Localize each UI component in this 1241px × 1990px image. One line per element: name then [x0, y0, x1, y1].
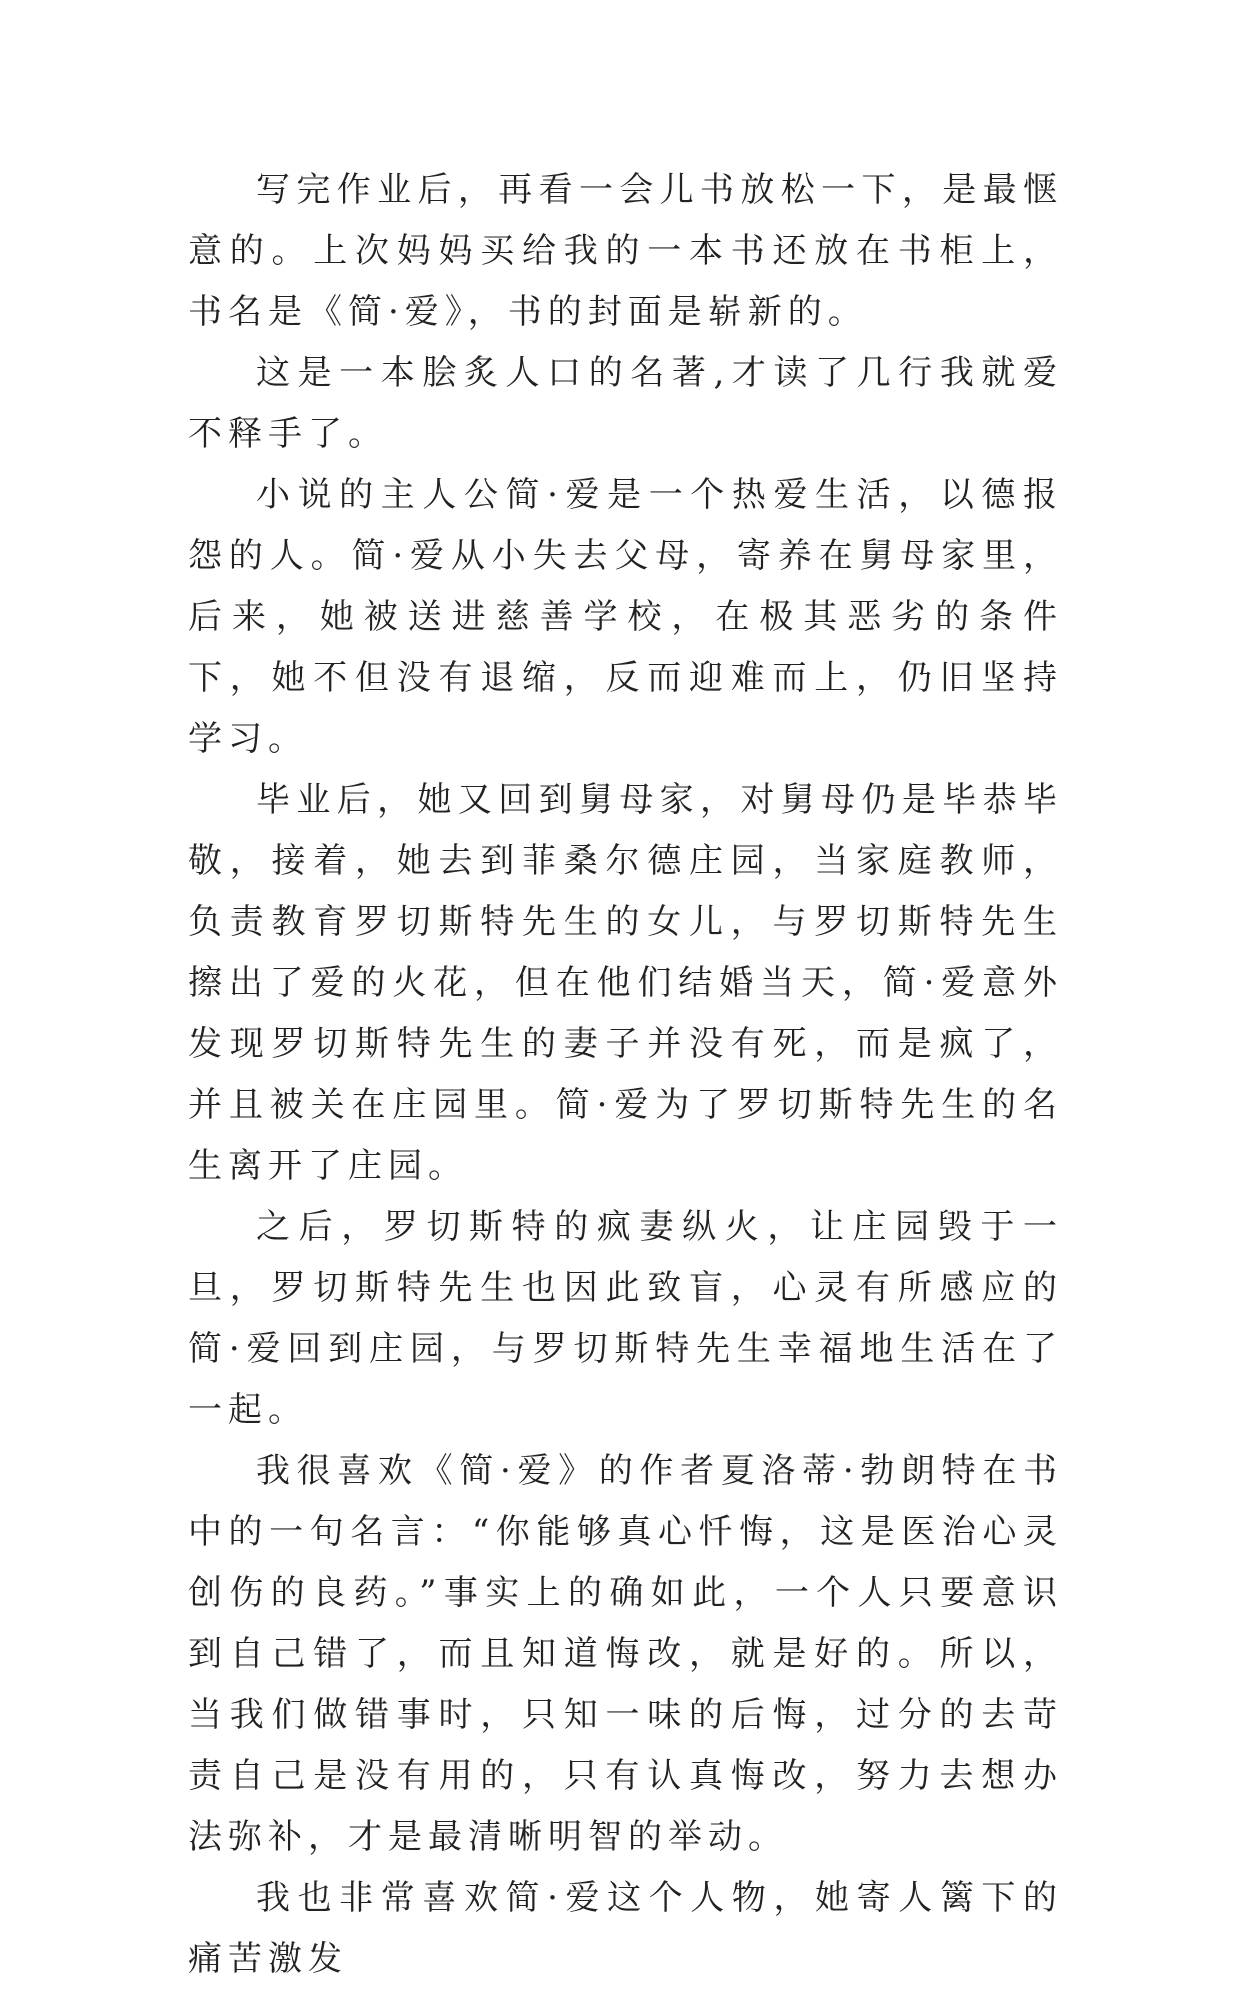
paragraph-2: 这是一本脍炙人口的名著,才读了几行我就爱不释手了。	[188, 353, 1063, 454]
paragraph-3: 小说的主人公简·爱是一个热爱生活，以德报怨的人。简·爱从小失去父母，寄养在舅母家里，后来，她被送进慈善学校，在极其恶劣的条件下，她不但没有退缩，反而迎难而上，仍旧坚持学习。	[188, 475, 1063, 759]
paragraph-4: 毕业后，她又回到舅母家，对舅母仍是毕恭毕敬，接着，她去到菲桑尔德庄园，当家庭教师，负责教育罗切斯特先生的女儿，与罗切斯特先生擦出了爱的火花，但在他们结婚当天，简·爱意外发现罗切斯特先生的妻子并没有死，而是疯了，并且被关在庄园里。简·爱为了罗切斯特先生的名生离开了庄园。	[188, 780, 1063, 1186]
paragraph-7: 我也非常喜欢简·爱这个人物，她寄人篱下的痛苦激发	[188, 1878, 1063, 1979]
document-body	[188, 160, 1063, 1990]
paragraph-1: 写完作业后，再看一会儿书放松一下，是最惬意的。上次妈妈买给我的一本书还放在书柜上，书名是《简·爱》，书的封面是崭新的。	[188, 170, 1063, 332]
paragraph-6: 我很喜欢《简·爱》的作者夏洛蒂·勃朗特在书中的一句名言：“你能够真心忏悔，这是医治心灵创伤的良药。”事实上的确如此，一个人只要意识到自己错了，而且知道悔改，就是好的。所以，当我们做错事时，只知一味的后悔，过分的去苛责自己是没有用的，只有认真悔改，努力去想办法弥补，才是最清晰明智的举动。	[188, 1451, 1063, 1857]
paragraph-5: 之后，罗切斯特的疯妻纵火，让庄园毁于一旦，罗切斯特先生也因此致盲，心灵有所感应的简·爱回到庄园，与罗切斯特先生幸福地生活在了一起。	[188, 1207, 1063, 1430]
